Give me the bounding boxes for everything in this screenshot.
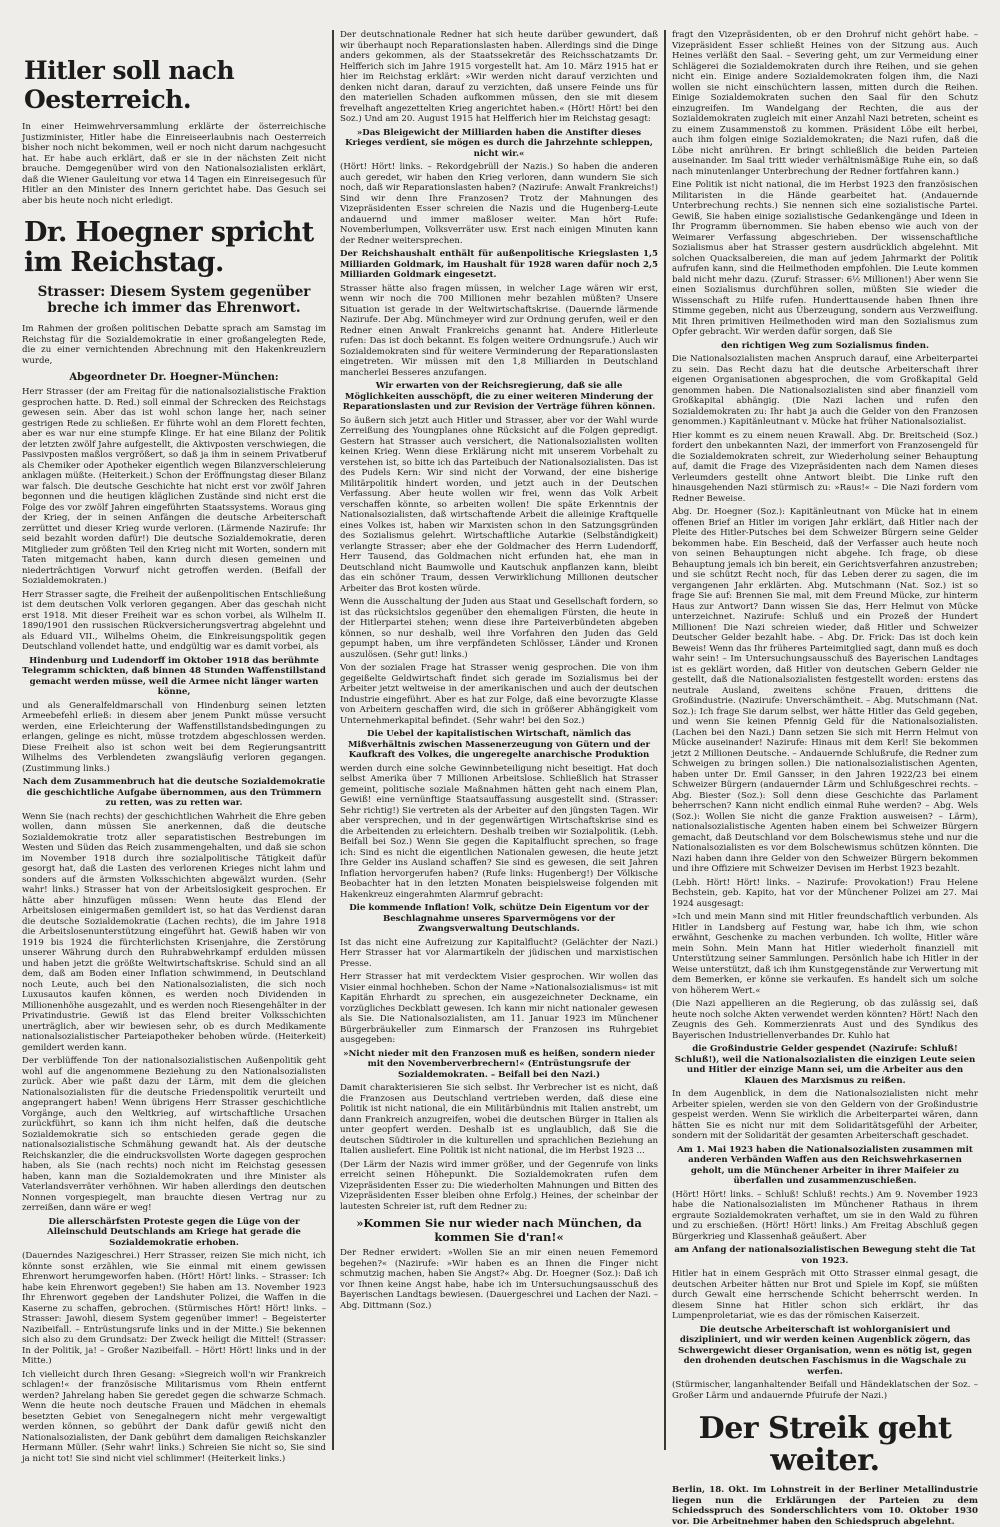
column-2 bbox=[340, 30, 658, 1450]
article-paragraph: Eine Politik ist nicht national, die im Herbst 1923 den französischen Militaristen in die Hände gearbeitet hat. (Andauernde Unterbrechung rechts.) Sie nennen sich eine sozialistische Partei. Gewiß, Sie haben einige sozialistische Gedankengänge und Ideen in Ihr Programm übernommen. Sie haben ebenso wie auch von der Weimarer Verfassung abgeschrieben. Der wissenschaftliche Sozialismus aber hat Strasser gestern ausdrücklich abgelehnt. Mit solchen Quacksalbereien, die man auf jedem Jahrmarkt der Politik aufrufen kann, sind die Heilmethoden empfohlen. Die Leute kommen bald nicht mehr dazu. (Zuruf: Strasser: 6½ Millionen!) Aber wenn Sie einen Sozialismus durchführen sollen, müßten Sie wieder die Wissenschaft zu Hilfe rufen. Hunderttausende haben Ihnen ihre Stimme gegeben, nicht aus Überzeugung, sondern aus Verzweiflung. Mit Ihren primitiven Heilmethoden wird man den Sozialismus zum Opfer gebracht. Wir werden dafür sorgen, daß Sie bbox=[672, 180, 978, 337]
article-paragraph: Von der sozialen Frage hat Strasser wenig gesprochen. Die von ihm gegeißelte Geldwirtschaft findet sich gerade im Sozialismus bei der Arbeiter jetzt weltweise in der amerikanischen und auch der deutschen Industrie eingeführt. Aber es hat zur Folge, daß eine bevorzugte Klasse von Arbeitern geschaffen wird, die sich in größerer Abhängigkeit vom Unternehmerkapital befindet. (Sehr wahr! bei den Soz.) bbox=[340, 663, 658, 726]
article-paragraph: In einer Heimwehrversammlung erklärte der österreichische Justizminister, Hitler habe die Einreiseerlaubnis nach Oesterreich bisher noch nicht bekommen, weil er noch nicht darum nachgesucht hat. Er habe auch erklärt, daß er sie in der nächsten Zeit nicht brauche. Demgegenüber wird von den Nationalsozialisten erklärt, daß die Wiener Gauleitung vor etwa 14 Tagen ein Einreisegesuch für Hitler an den Minister des Innern gerichtet habe. Das Gesuch sei aber bis heute noch nicht erledigt. bbox=[22, 122, 326, 206]
column-rule-left bbox=[332, 30, 334, 1450]
headline-streik: Der Streik geht weiter. bbox=[698, 1411, 952, 1478]
article-paragraph: Hitler hat in einem Gespräch mit Otto Strasser einmal gesagt, die deutschen Arbeiter hätten nur Brot und Spiele im Kopf, sie müßten durch Gewalt eine herrschende Schicht beherrscht werden. In diesem Sinne hat Hitler schon sich erklärt, ihr das Lumpenproletariat, wie es das der römischen Kaiserzeit. bbox=[672, 1269, 978, 1321]
bold-highlight: Die deutsche Arbeiterschaft ist wohlorganisiert und diszipliniert, und wir werden keinen Augenblick zögern, das Schwergewicht dieser Organisation, wenn es nötig ist, gegen den drohenden deutschen Faschismus in die Wagschale zu werfen. bbox=[677, 1324, 973, 1377]
speaker-heading: Abgeordneter Dr. Hoegner-München: bbox=[69, 372, 279, 383]
quote-block: Wir erwarten von der Reichsregierung, daß sie alle Möglichkeiten ausschöpft, die zu einer weiteren Minderung der Reparationslasten und zur Revision der Verträge führen können. bbox=[342, 381, 656, 412]
article-paragraph: Herr Strasser hat mit verdecktem Visier gesprochen. Wir wollen das Visier einmal hochheben. Schon der Name »Nationalsozialismus« ist mit Kapitän Ehrhardt zu sprechen, ein ausgezeichneter Deckname, ein vorzügliches Deckblatt gewesen. Ich kann mir nicht nationaler gewesen als Sie. Die Nationalsozialisten, am 11. Januar 1923 im Münchener Bürgerbräukeller zum Einmarsch der Franzosen ins Ruhrgebiet ausgegeben: bbox=[340, 972, 658, 1045]
bold-highlight: Die allerschärfsten Proteste gegen die Lüge von der Alleinschuld Deutschlands am Kriege hat gerade die Sozialdemokratie erhoben. bbox=[47, 1216, 301, 1248]
article-paragraph: Berlin, 18. Okt. Im Lohnstreit in der Berliner Metallindustrie liegen nun die Erklärungen der Parteien zu dem Schiedsspruch des Sonderschlichters vom 10. Oktober 1930 vor. Die Arbeitnehmer haben den Schiedspruch abgelehnt. bbox=[672, 1485, 978, 1527]
article-paragraph: (Dauerndes Nazigeschrei.) Herr Strasser, reizen Sie mich nicht, ich könnte sonst erzählen, wie Sie einmal mit einem gewissen Ehrenwort herumgeworfen haben. (Hört! Hört! links. – Strasser: Ich habe kein Ehrenwort gegeben!) Sie haben am 13. November 1923 Ihr Ehrenwort gegeben der Landshuter Polizei, die Waffen in die Kaserne zu schaffen, gebrochen. (Stürmisches Hört! Hört! links. – Strasser: Jawohl, diesem System gegenüber immer! – Begeisterter Nazibeifall. – Entrüstungsrufe links und in der Mitte.) Sie bekennen sich also zu dem Grundsatz: Der Zweck heiligt die Mittel! (Strasser: In der Politik, ja! – Großer Nazibeifall. – Hört! Hört! links und in der Mitte.) bbox=[22, 1251, 326, 1366]
bold-highlight: Die Uebel der kapitalistischen Wirtschaft, nämlich das Mißverhältnis zwischen Massenerzeugung von Gütern und der Kaufkraft des Volkes, die ungeregelte anarchische Produktion bbox=[347, 729, 651, 760]
article-paragraph: Strasser hätte also fragen müssen, in welcher Lage wären wir erst, wenn wir noch die 700 Millionen mehr bezahlen müßten? Unsere Situation ist gerade in der Weltwirtschaftskrise. (Dauernde lärmende Nazirufe. Der Abg. Münchmeyer wird zur Ordnung gerufen, weil er den Redner einen Anwalt Frankreichs genannt hat. Andere Hitlerleute rufen: Das ist doch bekannt. Es folgen weitere Ordnungsrufe.) Auch wir Sozialdemokraten sind für weitere Verminderung der Reparationslasten eingetreten. Wir müssen mit den 1,8 Milliarden in Deutschland mancherlei Besseres anzufangen. bbox=[340, 283, 658, 378]
article-lead: Im Rahmen der großen politischen Debatte sprach am Samstag im Reichstag für die Sozialdemokratie in einer großangelegten Rede, die zu einer vernichtenden Abrechnung mit den Hakenkreuzlern wurde, bbox=[22, 324, 326, 366]
article-paragraph: (Hört! Hört! links. – Schluß! Schluß! rechts.) Am 9. November 1923 habe die Nationalsozialisten im Münchener Rathaus in ihrem ergraute Sozialdemokraten verhaftet, um sie in den Wald zu führen und zu erschießen. (Hört! Hört! links.) Am Freitag Abschluß gegen Bürgerkrieg und Klassenhaß geäußert. Aber bbox=[672, 1189, 978, 1242]
article-paragraph: So äußern sich jetzt auch Hitler und Strasser, aber vor der Wahl wurde Zerreißung des Youngplanes ohne Rücksicht auf die Folgen gepredigt. Gestern hat Strasser auch versichert, die Nationalsozialisten wollten keinen Krieg. Wenn diese Erklärung nicht mit unserem Vorbehalt zu verstehen ist, so bitte ich das Parteibuch der Nationalsozialisten. Das ist des Pudels Kern: Wir sind nicht der Vorwand, der eine bisherige Militärpolitik hindert worden, und jetzt auch in der Deutschen Verfassung. Aber heute wollen wir frei, wenn das Volk Arbeit verschaffen könnte, so arbeiten wollen! Die späte Erkenntnis der Nationalsozialisten, daß wirtschaftende Arbeit die alleinige Kraftquelle eines Volkes ist, haben wir Marxisten schon in den Satzungsgründen des Sozialismus gelehrt. Wirtschaftliche Autarkie (Selbständigkeit) verlangte Strasser; aber ehe der Goldmacher des Herrn Ludendorff, Herr Tausend, das Goldmachen nicht erfunden hat, ehe man in Deutschland nicht Baumwolle und Kautschuk anpflanzen kann, bleibt das ein schöner Traum, dessen Verwirklichung Millionen deutscher Arbeiter das Brot kosten würde. bbox=[340, 415, 658, 594]
article-paragraph: (Die Nazi appellieren an die Regierung, ob das zulässig sei, daß heute noch solche Akten verwendet werden könnten? Hört! Nach den Zeugnis des Geh. Kommerzienrats Aust und des Syndikus des Bayerischen Industriellenverbandes Dr. Kuhlo hat bbox=[672, 999, 978, 1041]
column-rule-right bbox=[664, 30, 666, 1450]
article-paragraph: Die Nationalsozialisten machen Anspruch darauf, eine Arbeiterpartei zu sein. Das Recht dazu hat die deutsche Arbeiterschaft ihrer eigenen Organisationen abgesprochen, die vom Großkapital Geld genommen haben. Die Nationalsozialisten sind aber finanziell vom Großkapital abhängig. (Die Nazi lachen und rufen den Sozialdemokraten zu: Ihr habt ja auch die Gelder von den Franzosen genommen.) Kapitänleutnant v. Mücke hat früher Nationalsozialist. bbox=[672, 354, 978, 427]
bold-highlight: den richtigen Weg zum Sozialismus finden. bbox=[721, 340, 929, 351]
bold-highlight: am Anfang der nationalsozialistischen Bewegung steht die Tat von 1923. bbox=[674, 1245, 976, 1266]
article-paragraph: Der deutschnationale Redner hat sich heute darüber gewundert, daß wir überhaupt noch Reparationslasten haben. Allerdings sind die Dinge anders gekommen, als der Staatssekretär des Reichsschatzamts Dr. Helfferich sich im Jahre 1915 vorgestellt hat. Am 10. März 1915 hat er hier im Reichstag erklärt: »Wir werden nicht darauf verzichten und denken nicht daran, darauf zu verzichten, daß unsere Feinde uns für den materiellen Schaden aufkommen müssen, den sie mit diesem frevelhaft angezettelten Krieg angerichtet haben.« (Hört! Hört! bei den Soz.) Und am 20. August 1915 hat Helfferich hier im Reichstag gesagt: bbox=[340, 30, 658, 124]
article-paragraph: Herr Strasser (der am Freitag für die nationalsozialistische Fraktion gesprochen hatte. D. Red.) soll einmal der Schrecken des Reichstags gewesen sein. Aber das ist wohl schon lange her, nach seiner gestrigen Rede zu schließen. Er führte wohl an dem Florett fechten, aber es war nur eine stumpfe Klinge. Er hat eine Bilanz der Politik der letzten zwölf Jahre aufgestellt, die Aktivposten verschwiegen, die Passivposten maßlos vergrößert, so daß ja ihm in seinem Privatberuf als Chemiker oder Apotheker eigentlich wegen Bilanzverschleierung anklagen müßte. (Heiterkeit.) Schon der Eröffnungstag dieser Bilanz war falsch. Die deutsche Geschichte hat nicht erst vor zwölf Jahren begonnen und die heutigen kläglichen Zustände sind nicht erst die Folge des vor zwölf Jahren eingeführten Staatssystems. Woraus ging der Krieg, der in seinen Anfängen die deutsche Arbeiterschaft zerrüttet und dieser Krieg wurde verloren. (Lärmende Nazirufe: Ihr seid bezahlt worden dafür!) Die deutsche Sozialdemokratie, deren Mitglieder zum größten Teil den Krieg nicht mit Worten, sondern mit Taten mitgemacht haben, kann durch diesen gemeinen und niederträchtigen Vorwurf nicht getroffen werden. (Beifall der Sozialdemokraten.) bbox=[22, 387, 326, 586]
article-paragraph: und als Generalfeldmarschall von Hindenburg seinen letzten Armeebefehl erließ: in diesem aber jenem Punkt müsse versucht werden, eine Erleichterung der Waffenstillstandsbedingungen zu erlangen, gelinge es nicht, müsse trotzdem abgeschlossen werden. Diese Freiheit also ist schon weit bei dem Regierungsantritt Wilhelms des Verblendeten zwangsläufig verloren gegangen. (Zustimmung links.) bbox=[22, 700, 326, 774]
article-paragraph: fragt den Vizepräsidenten, ob er den Drohruf nicht gehört habe. – Vizepräsident Esser schließt Heines von der Sitzung aus. Auch Heines verläßt den Saal. – Severing geht, um zur Vermeidung einer Schlägerei die Sozialdemokraten durch ihre Reihen, und sie gehen nicht ein. Einige andere Sozialdemokraten folgen ihm, die Nazi wollen sie nicht einschüchtern lassen, mitten durch die Reihen. Einige Sozialdemokraten suchen den Saal für den Schutz einzugreifen. Im Wandelgang der Rechten, die aus der Sozialdemokraten zugleich mit einer Anzahl Nazi betreten, scheint es zu einem Zusammenstoß zu kommen. Präsident Löbe eilt herbei, auch ihm folgen einige Sozialdemokraten; die Nazi rufen, daß die Löbe nicht anrühren. Er bringt schließlich die beiden Parteien auseinander. Im Saal tritt wieder verhältnismäßige Ruhe ein, so daß nach minutenlanger Unterbrechung der Redner fortfahren kann.) bbox=[672, 30, 978, 177]
column-3 bbox=[672, 30, 978, 1527]
bold-highlight: Nach dem Zusammenbruch hat die deutsche Sozialdemokratie die geschichtliche Aufgabe übernommen, aus den Trümmern zu retten, was zu retten war. bbox=[22, 777, 326, 808]
article-paragraph: Der Redner erwidert: »Wollen Sie an mir einen neuen Fememord begehen?« (Nazirufe: »Wir haben es an Ihnen die Finger nicht schmutzig machen, haben Sie Angst?« Abg. Dr. Hoegner (Soz.): Daß ich vor Ihnen keine Angst habe, habe ich im Untersuchungsausschuß des Bayerischen Landtags bewiesen. (Dauergeschrei und Lachen der Nazi. – Abg. Dittmann (Soz.) bbox=[340, 1248, 658, 1311]
headline-hitler-oesterreich: Hitler soll nach Oesterreich. bbox=[24, 56, 235, 114]
quote-block: »Nicht nieder mit den Franzosen muß es heißen, sondern nieder mit den Novemberverbrechern!« (Entrüstungsrufe der Sozialdemokraten. – Beifall bei den Nazi.) bbox=[343, 1048, 655, 1080]
article-paragraph: Damit charakterisieren Sie sich selbst. Ihr Verbrecher ist es nicht, daß die Franzosen aus Deutschland vertrieben werden, daß diese eine Politik ist nicht national, die ein Militärbündnis mit Italien anstrebt, um dann Frankreich anzugreifen, wobei die deutschen Bürger in Italien als unter geopfert werden. Deshalb ist es unglaublich, daß Sie die deutschen Südtiroler in die kulturellen und sprachlichen Beziehung an Italien ausliefert. Eine Politik ist nicht national, die im Herbst 1923 ... bbox=[340, 1083, 658, 1156]
article-paragraph: (Lebh. Hört! Hört! links. – Nazirufe: Provokation!) Frau Helene Bechstein, geb. Kapito, hat vor der Münchener Polizei am 27. Mai 1924 ausgesagt: bbox=[672, 877, 978, 909]
article-paragraph: Ich vielleicht durch Ihren Gesang: »Siegreich woll'n wir Frankreich schlagen!« der französische Militarismus vom Rhein entfernt werden? Jahrelang haben Sie geredet gegen die schwarze Schmach. Wenn die heute noch deutsche Frauen und Mädchen in ehemals besetzten Gebiet von Senegalnegern nicht mehr vergewaltigt werden können, so gebührt der Dank dafür gewiß nicht den Nationalsozialisten, der Dank gebührt dem damaligen Reichskanzler Hermann Müller. (Sehr wahr! links.) Schreien Sie nicht so, Sie sind ja nicht tot! Sie sind nicht viel schlimmer! (Heiterkeit links.) bbox=[22, 1369, 326, 1464]
article-paragraph: Abg. Dr. Hoegner (Soz.): Kapitänleutnant von Mücke hat in einem offenen Brief an Hitler im vorigen Jahr erklärt, daß Hitler nach der Pleite des Hitler-Putsches bei dem Schweizer Bürgern seine Gelder bekommen habe. Ein Bescheid, daß der Verfasser auch heute noch von seinen Behauptungen nicht abgehe. Ich frage, ob diese Behauptung jemals ich bin bereit, ein Gerichtsverfahren anzustreben; und sie schützt Recht noch, für das Leben derer zu sagen, die im vergangenen Jahr erklärten. Abg. Mutschmann (Nat. Soz.) ist so frage Sie auf: Brennen Sie mal, mit dem Freund Mücke, zur hinterm Haus zur Antwort? Dann wissen Sie das, Herr Helmut von Mücke unterzeichnet. Nazirufe: Schluß und ein Prozeß der Hundert Millionen! Die Nazi schreien wieder, daß Hitler und Schweizer Deutscher Gelder bezahlt habe. – Abg. Dr. Frick: Das ist doch kein Beweis! Wenn das Ihr früheres Parteimitglied sagt, dann muß es doch wahr sein! – Im Untersuchungsausschuß des Bayerischen Landtages ist es geklärt worden, daß Hitler von deutschen Gebern Gelder nie gestellt, daß die Nationalsozialisten festgestellt worden: erstens das neutrale Ausland, zweitens schöne Frauen, drittens die Großindustrie. (Nazirufe: Unverschämtheit. – Abg. Mutschmann (Nat. Soz.): Ich frage Sie darum selbst, wer hätte Hitler das Geld gegeben, und wenn Sie keinen Pfennig Geld für die Nationalsozialisten. (Lachen bei den Nazi.) Dann setzen Sie sich mit Herrn Helmut von Mücke auseinander! Nazirufe: Hinaus mit dem Kerl! Sie bekommen jetzt 2 Millionen Deutsche. – Andauernde Schlußrufe, die Redner zum Schweigen zu bringen sollen.) Die nationalsozialistischen Agenten, haben unter Dr. Emil Gansser, in den Jahren 1922/23 bei einem Schweizer Bürgern (andauernder Lärm und Schlußgeschrei rechts. – Abg. Biester (Soz.): Soll denn diese Geschichte das Parlament beherrschen? Kann nicht endlich einmal Ruhe werden? – Abg. Wels (Soz.): Wollen Sie nicht die ganze Fraktion ausweisen? – Lärm), nationalsozialistische Agenten haben einem bei Schweizer Bürgern gemacht, daß Deutschland vor dem Bolschewismus stehe und nur die Nationalsozialisten es vor dem Bolschewismus schützen könnten. Die Nazi haben dann ihre Gelder von den Schweizer Bürgern bekommen und ihre Offiziere mit Schweizer Devisen im Herbst 1923 bezahlt. bbox=[672, 507, 978, 874]
headline-hoegner-reichstag: Dr. Hoegner spricht im Reichstag. bbox=[24, 217, 314, 278]
article-paragraph: (Hört! Hört! links. – Rekordgebrüll der Nazis.) So haben die anderen auch geredet, wir haben den Krieg verloren, dann wundern Sie sich noch, daß wir Reparationslasten haben? (Nazirufe: Anwalt Frankreichs!) Sind wir denn Ihre Franzosen? Trotz der Mahnungen des Vizepräsidenten Esser schreien die Nazis und die Hugenberg-Leute andauernd und immer maßloser weiter. Man hört Rufe: Novemberlumpen, Volksverräter usw. Erst nach einigen Minuten kann der Redner weitersprechen. bbox=[340, 162, 658, 246]
article-paragraph: Wenn Sie (nach rechts) der geschichtlichen Wahrheit die Ehre geben wollen, dann müssen Sie anerkennen, daß die deutsche Sozialdemokratie trotz aller separatistischen Bestrebungen im Westen und Süden das Reich zusammengehalten, und daß sie schon im November 1918 durch ihre sozialpolitische Tätigkeit dafür gesorgt hat, daß die Lasten des verlorenen Krieges nicht lahm und sonders auf die ärmsten Volksschichten abgewälzt wurden. (Sehr wahr! links.) Strasser hat von der Arbeitslosigkeit gesprochen. Er hätte aber hinzufügen müssen: Wenn heute das Elend der Arbeitslosen einigermaßen gemildert ist, so hat das Verdienst daran die deutsche Sozialdemokratie (Lachen rechts), die im Jahre 1918 die Arbeitslosenunterstützung eingeführt hat. Gewiß haben wir von 1919 bis 1924 die fürchterlichsten Krisenjahre, die Zerstörung unserer Währung durch den Ruhrabwehrkampf erdulden müssen und haben jetzt die größte Weltwirtschaftskrise. Schuld sind an all dem, daß am Boden einer Inflation schwimmend, in Deutschland noch Leute, auch bei den Nationalsozialisten, die sich noch Luxusautos kaufen können, es werden noch Dividenden in Millionenhöhe ausgezahlt, und es werden noch Riesengehälter in der Privatindustrie. Gewiß ist das Elend breiter Volksschichten unerträglich, aber wir bewiesen sehr, ob es durch Medikamente nationalsozialistischer Parteiapotheker behoben würde. (Heiterkeit) gemildert werden kann. bbox=[22, 811, 326, 1053]
article-paragraph: Wenn die Ausschaltung der Juden aus Staat und Gesellschaft fordern, so ist das rücksichtslos gegenüber den ehemaligen Fürsten, die heute in der Hitlerpartei stehen; wenn diese ihre Parteiverbündeten abgeben können, so nur deshalb, weil ihre Vorfahren den Juden das Geld gepumpt haben, um ihre verpfändeten Schlösser, Länder und Kronen auszulösen. (Sehr gut! links.) bbox=[340, 597, 658, 660]
article-paragraph: In dem Augenblick, in dem die Nationalsozialisten nicht mehr Arbeiter spielen, werden sie von den Geldern von der Großindustrie gespeist werden. Wenn Sie wirklich die Arbeiterpartei wären, dann hätten Sie es nicht nur mit dem Solidaritätsgefühl der Arbeiter, sondern mit der Solidarität der gesamten Arbeiterschaft geschadet. bbox=[672, 1089, 978, 1141]
bold-highlight: Hindenburg und Ludendorff im Oktober 1918 das berühmte Telegramm schickten, daß binnen 48 Stunden Waffenstillstand gemacht werden müsse, weil die Armee nicht länger warten könne, bbox=[22, 655, 326, 697]
article-paragraph: werden durch eine solche Gewinnbeteiligung nicht beseitigt. Hat doch selbst Amerika über 7 Millionen Arbeitslose. Schließlich hat Strasser gemeint, politische soziale Maßnahmen hätten geht nach einem Plan, Gewiß! eine vernünftige Staatsauffassung ausgestellt sind. (Strasser: Sehr richtig!) Sie vertreten als der Arbeiter auf den jüngsten Tagen. Wir aber versprechen, und in der gegenwärtigen Wirtschaftskrise sind es die Arbeitenden zu erleichtern. Deshalb treiben wir Sozialpolitik. (Lebh. Beifall bei Soz.) Wenn Sie gegen die Kapitalflucht sprechen, so frage ich: Sind es nicht die eigentlichen Nationalen gewesen, die heute jetzt Ihre Gelder ins Ausland schaffen? Sie sind es gewesen, die seit Jahren Inflation hervorgerufen haben? (Rufe links: Hugenberg!) Der Völkische Beobachter hat in den letzten Monaten beispielsweise folgenden mit Hakenkreuz eingerahmten Alarmruf gebracht: bbox=[340, 763, 658, 900]
article-paragraph: (Der Lärm der Nazis wird immer größer, und der Gegenrufe von links erreicht seinen Höhepunkt. Die Sozialdemokraten rufen dem Vizepräsidenten Esser zu: Die wiederholten Mahnungen und Bitten des Vizepräsidenten Esser bleiben ohne Erfolg.) Heines, der scheinbar der lautesten Schreier ist, ruft dem Redner zu: bbox=[340, 1159, 658, 1212]
bold-highlight: Der Reichshaushalt enthält für außenpolitische Kriegslasten 1,5 Milliarden Goldmark, im Haushalt für 1928 waren dafür noch 2,5 Milliarden Goldmark eingesetzt. bbox=[340, 249, 658, 280]
article-paragraph: Herr Strasser sagte, die Freiheit der außenpolitischen Entschließung ist dem deutschen Volk verloren gegangen. Aber das geschah nicht erst 1918. Mit dieser Freiheit war es schon vorbei, als Wilhelm II. 1890/1901 den russischen Rückversicherungsvertrag abgelehnt und als Eduard VII., Wilhelms Oheim, die Einkreisungspolitik gegen Deutschland vollendet hatte, und endgültig war es damit vorbei, als bbox=[22, 589, 326, 652]
bold-highlight: die Großindustrie Gelder gespendet (Nazirufe: Schluß! Schluß!), weil die Nationalsozialisten die einzigen Leute seien und Hitler der einzige Mann sei, um die Arbeiter aus den Klauen des Marxismus zu reißen. bbox=[674, 1044, 976, 1086]
article-paragraph: Hier kommt es zu einem neuen Krawall. Abg. Dr. Breitscheid (Soz.) fordert den unbekannten Nazi, der immerfort von Franzosengeld für die Sozialdemokraten schreit, zur Wiederholung seiner Behauptung auf, damit die Frage des Vizepräsidenten nach dem Namen dieses Verleumders gestellt ohne Antwort bleibt. Die Linke ruft den hinausgehenden Nazi stürmisch zu: »Raus!« – Die Nazi fordern vom Redner Beweise. bbox=[672, 430, 978, 504]
subheadline-strasser: Strasser: Diesem System gegenüber breche ich immer das Ehrenwort. bbox=[37, 284, 311, 316]
article-paragraph: Ist das nicht eine Aufreizung zur Kapitalflucht? (Gelächter der Nazi.) Herr Strasser hat vor Alarmartikeln der jüdischen und marxistischen Presse. bbox=[340, 937, 658, 969]
big-quote: »Kommen Sie nur wieder nach München, da kommen Sie d'ran!« bbox=[356, 1216, 642, 1244]
quote-block: »Das Bleigewicht der Milliarden haben die Anstifter dieses Krieges verdient, sie mögen es durch die Jahrzehnte schleppen, nicht wir.« bbox=[345, 127, 653, 159]
column-1 bbox=[22, 30, 326, 1464]
bold-highlight: Die kommende Inflation! Volk, schütze Dein Eigentum vor der Beschlagnahme unseres Sparvermögens vor der Zwangsverwaltung Deutschlands. bbox=[349, 903, 649, 934]
article-paragraph: Der verblüffende Ton der nationalsozialistischen Außenpolitik geht wohl auf die angenommene Beziehung zu den Nationalsozialisten zurück. Aber wie paßt dazu der Lärm, mit dem die gleichen Nationalsozialisten für die deutsche Friedenspolitik verurteilt und angeprangert haben! Wenn übrigens Herr Strasser geschichtliche Vorgänge, auch den Weltkrieg, auf wirtschaftliche Ursachen zurückführt, so kann ich ihm nicht helfen, daß die deutsche Sozialdemokratie sich so entschieden gerade gegen die nationalsozialistische Schmähung gewandt hat. Als der deutsche Reichskanzler, die die eindrucksvollsten Worte dagegen gesprochen haben, als Sie (nach rechts) noch nicht im Reichstag gesessen haben, kann man die Sozialdemokraten und ihre Minister als Vaterlandsverräter verhöhnen. Wir haben allerdings den deutschen Nonnen vorgespiegelt, man brauchte diesen Vertrag nur zu zerreißen, dann wäre er weg! bbox=[22, 1056, 326, 1213]
article-paragraph: (Stürmischer, langanhaltender Beifall und Händeklatschen der Soz. – Großer Lärm und andauernde Pfuirufe der Nazi.) bbox=[672, 1380, 978, 1401]
bold-highlight: Am 1. Mai 1923 haben die Nationalsozialisten zusammen mit anderen Verbänden Waffen aus den Reichswehrkasernen geholt, um die Münchener Arbeiter in ihrer Maifeier zu überfallen und zusammenzuschießen. bbox=[677, 1144, 973, 1186]
quote-block: »Ich und mein Mann sind mit Hitler freundschaftlich verbunden. Als Hitler in Landsberg auf Festung war, habe ich ihm, wie schon erwähnt, Geschenke zu machen verbunden. Ich wollte, Hitler wäre mein Sohn. Mein Mann hat Hitler wiederholt finanziell mit Unterstützung seiner Sammlungen. Persönlich habe ich Hitler in der Weise unterstützt, daß ich ihm Kunstgegenstände zur Verwertung mit dem Bemerken, er könne sie verkaufen. Es handelt sich um solche von höherem Wert.« bbox=[672, 912, 978, 996]
